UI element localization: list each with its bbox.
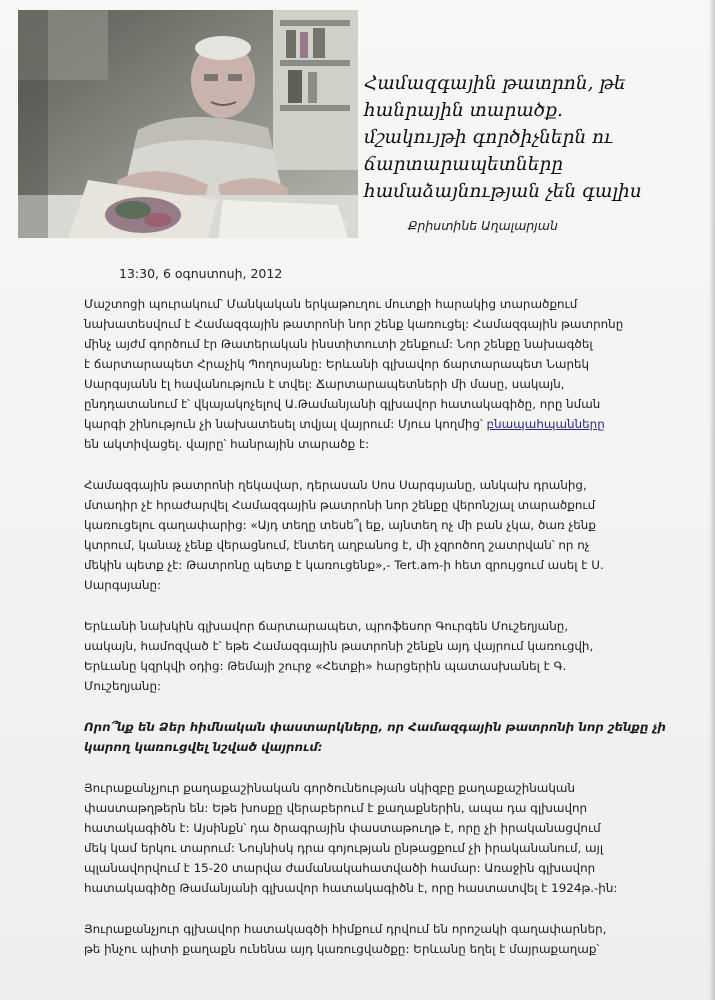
text-line-prefix: կարգի շինություն չի նախատեսել տվյալ վայրում: Մյուս կողմից՝ [84, 417, 487, 431]
text-line [84, 414, 640, 434]
title-line: հանրային տարածք. [364, 100, 563, 121]
paragraph [84, 294, 640, 454]
text-line: մտադիր չէ հրաժարվել Համազգային թատրոնի նոր շենքը վերոնշյալ տարածքում [84, 498, 596, 512]
text-line: կտրում, կանաչ չենք վերացնում, էնտեղ աղբանոց է, մի չզրոծող շատրվան՝ որ ոչ [84, 538, 590, 552]
title-line: մշակույթի գործիչներն ու [364, 127, 614, 148]
text-line: Սարգսյանը: [84, 578, 162, 592]
text-line: է ճարտարապետ Հրաչիկ Պողոսյանը: Երևանի գլխավոր ճարտարապետ Նարեկ [84, 357, 590, 371]
title-line: Համազգային թատրոն, թե [364, 73, 626, 94]
text-line: մինչ այժմ գործում էր Թատերական ինստիտուտի շենքում: Նոր շենքը նախագծել [84, 337, 593, 351]
text-line: մեկ կամ երկու տարում: Նույնիսկ դրա գոյության ընթացքում չի իրականանում, այլ [84, 841, 604, 855]
paragraph [84, 778, 640, 898]
text-line: փաստաթղթերն են: Եթե խոսքը վերաբերում է քաղաքներին, ապա դա գլխավոր [84, 801, 588, 815]
text-line: Սարգսյանն էլ հավանություն է տվել: Ճարտարապետների մի մասը, սակայն, [84, 377, 565, 391]
title-line: համաձայնության չեն գալիս [364, 181, 642, 202]
article-date: 13:30, 6 օգոստոսի, 2012 [119, 266, 283, 281]
text-line: Երևանի նախկին գլխավոր ճարտարապետ, պրոֆեսոր Գուրգեն Մուշեղյանը, [84, 619, 569, 633]
text-line: սակայն, համոզված է՝ եթե Համազգային թատրոնի շենքն այդ վայրում կառուցվի, [84, 639, 594, 653]
photo-watermark: hetq.am [291, 217, 348, 232]
text-line: ընդդատանում է՝ վկայակոչելով Ա.Թամանյանի գլխավոր հատակագիծը, որը նման [84, 397, 601, 411]
text-line: Յուրաքանչյուր գլխավոր հատակագծի հիմքում դրվում են որոշակի գաղափարներ, [84, 922, 607, 936]
text-line: մեկին պետք չէ: Թատրոնը պետք է կառուցենք»,- Tert.am-ի հետ զրույցում ասել է Ս. [84, 558, 604, 572]
text-line: կարող կառուցվել նշված վայրում: [84, 740, 323, 754]
interview-question [84, 717, 666, 757]
article-title [364, 70, 709, 205]
text-line: հատակագիծը Թամանյանի գլխավոր հատակագիծն է, որը հաստատվել է 1924թ.-ին: [84, 881, 618, 895]
article-photo [18, 10, 358, 238]
paragraph [84, 616, 640, 696]
text-line: Համազգային թատրոնի ղեկավար, դերասան Սոս Սարգսյանը, անկախ դրանից, [84, 478, 587, 492]
text-line: հատակագիծն է: Այսինքն՝ դա ծրագրային փաստաթուղթ է, որը չի իրականացվում [84, 821, 601, 835]
text-line: թե ինչու պիտի քաղաքն ունենա այդ կառուցվածքը: Երևանը եղել է մայրաքաղաք՝ [84, 942, 600, 956]
text-line: կառուցելու գաղափարից: «Այդ տեղը տեսե՞լ եք, այնտեղ ոչ մի բան չկա, ծառ չենք [84, 518, 596, 532]
page-edge-shadow [709, 0, 715, 1000]
article-author: Քրիստինե Աղալարյան [408, 218, 558, 233]
text-line: Մաշտոցի պուրակում՝ Մանկական երկաթուղու մուտքի հարակից տարածքում [84, 297, 578, 311]
text-line: պլանավորվում է 15-20 տարվա ժամանակահատվածի համար: Առաջին գլխավոր [84, 861, 596, 875]
article-body [84, 294, 666, 980]
paragraph [84, 475, 640, 595]
text-line: Որո՞նք են Ձեր հիմնական փաստարկները, որ Համազգային թատրոնի նոր շենքը չի [84, 720, 666, 734]
text-line: Երևանը կզրկվի օդից: Թեմայի շուրջ «Հետքի» հարցերին պատասխանել է Գ. [84, 659, 567, 673]
text-line: նախատեսվում է Համազգային թատրոնի նոր շենք կառուցել: Համազգային թատրոնը [84, 317, 624, 331]
photo-illustration [18, 10, 358, 238]
text-line: են ակտիվացել. վայրը՝ հանրային տարածք է: [84, 437, 370, 451]
text-line: Մուշեղյանը: [84, 679, 162, 693]
text-line: Յուրաքանչյուր քաղաքաշինական գործունեության սկիզբը քաղաքաշինական [84, 781, 575, 795]
environmentalists-link[interactable]: բնապահպանները [486, 417, 605, 431]
paragraph [84, 919, 640, 959]
title-line: ճարտարապետները [364, 154, 564, 175]
